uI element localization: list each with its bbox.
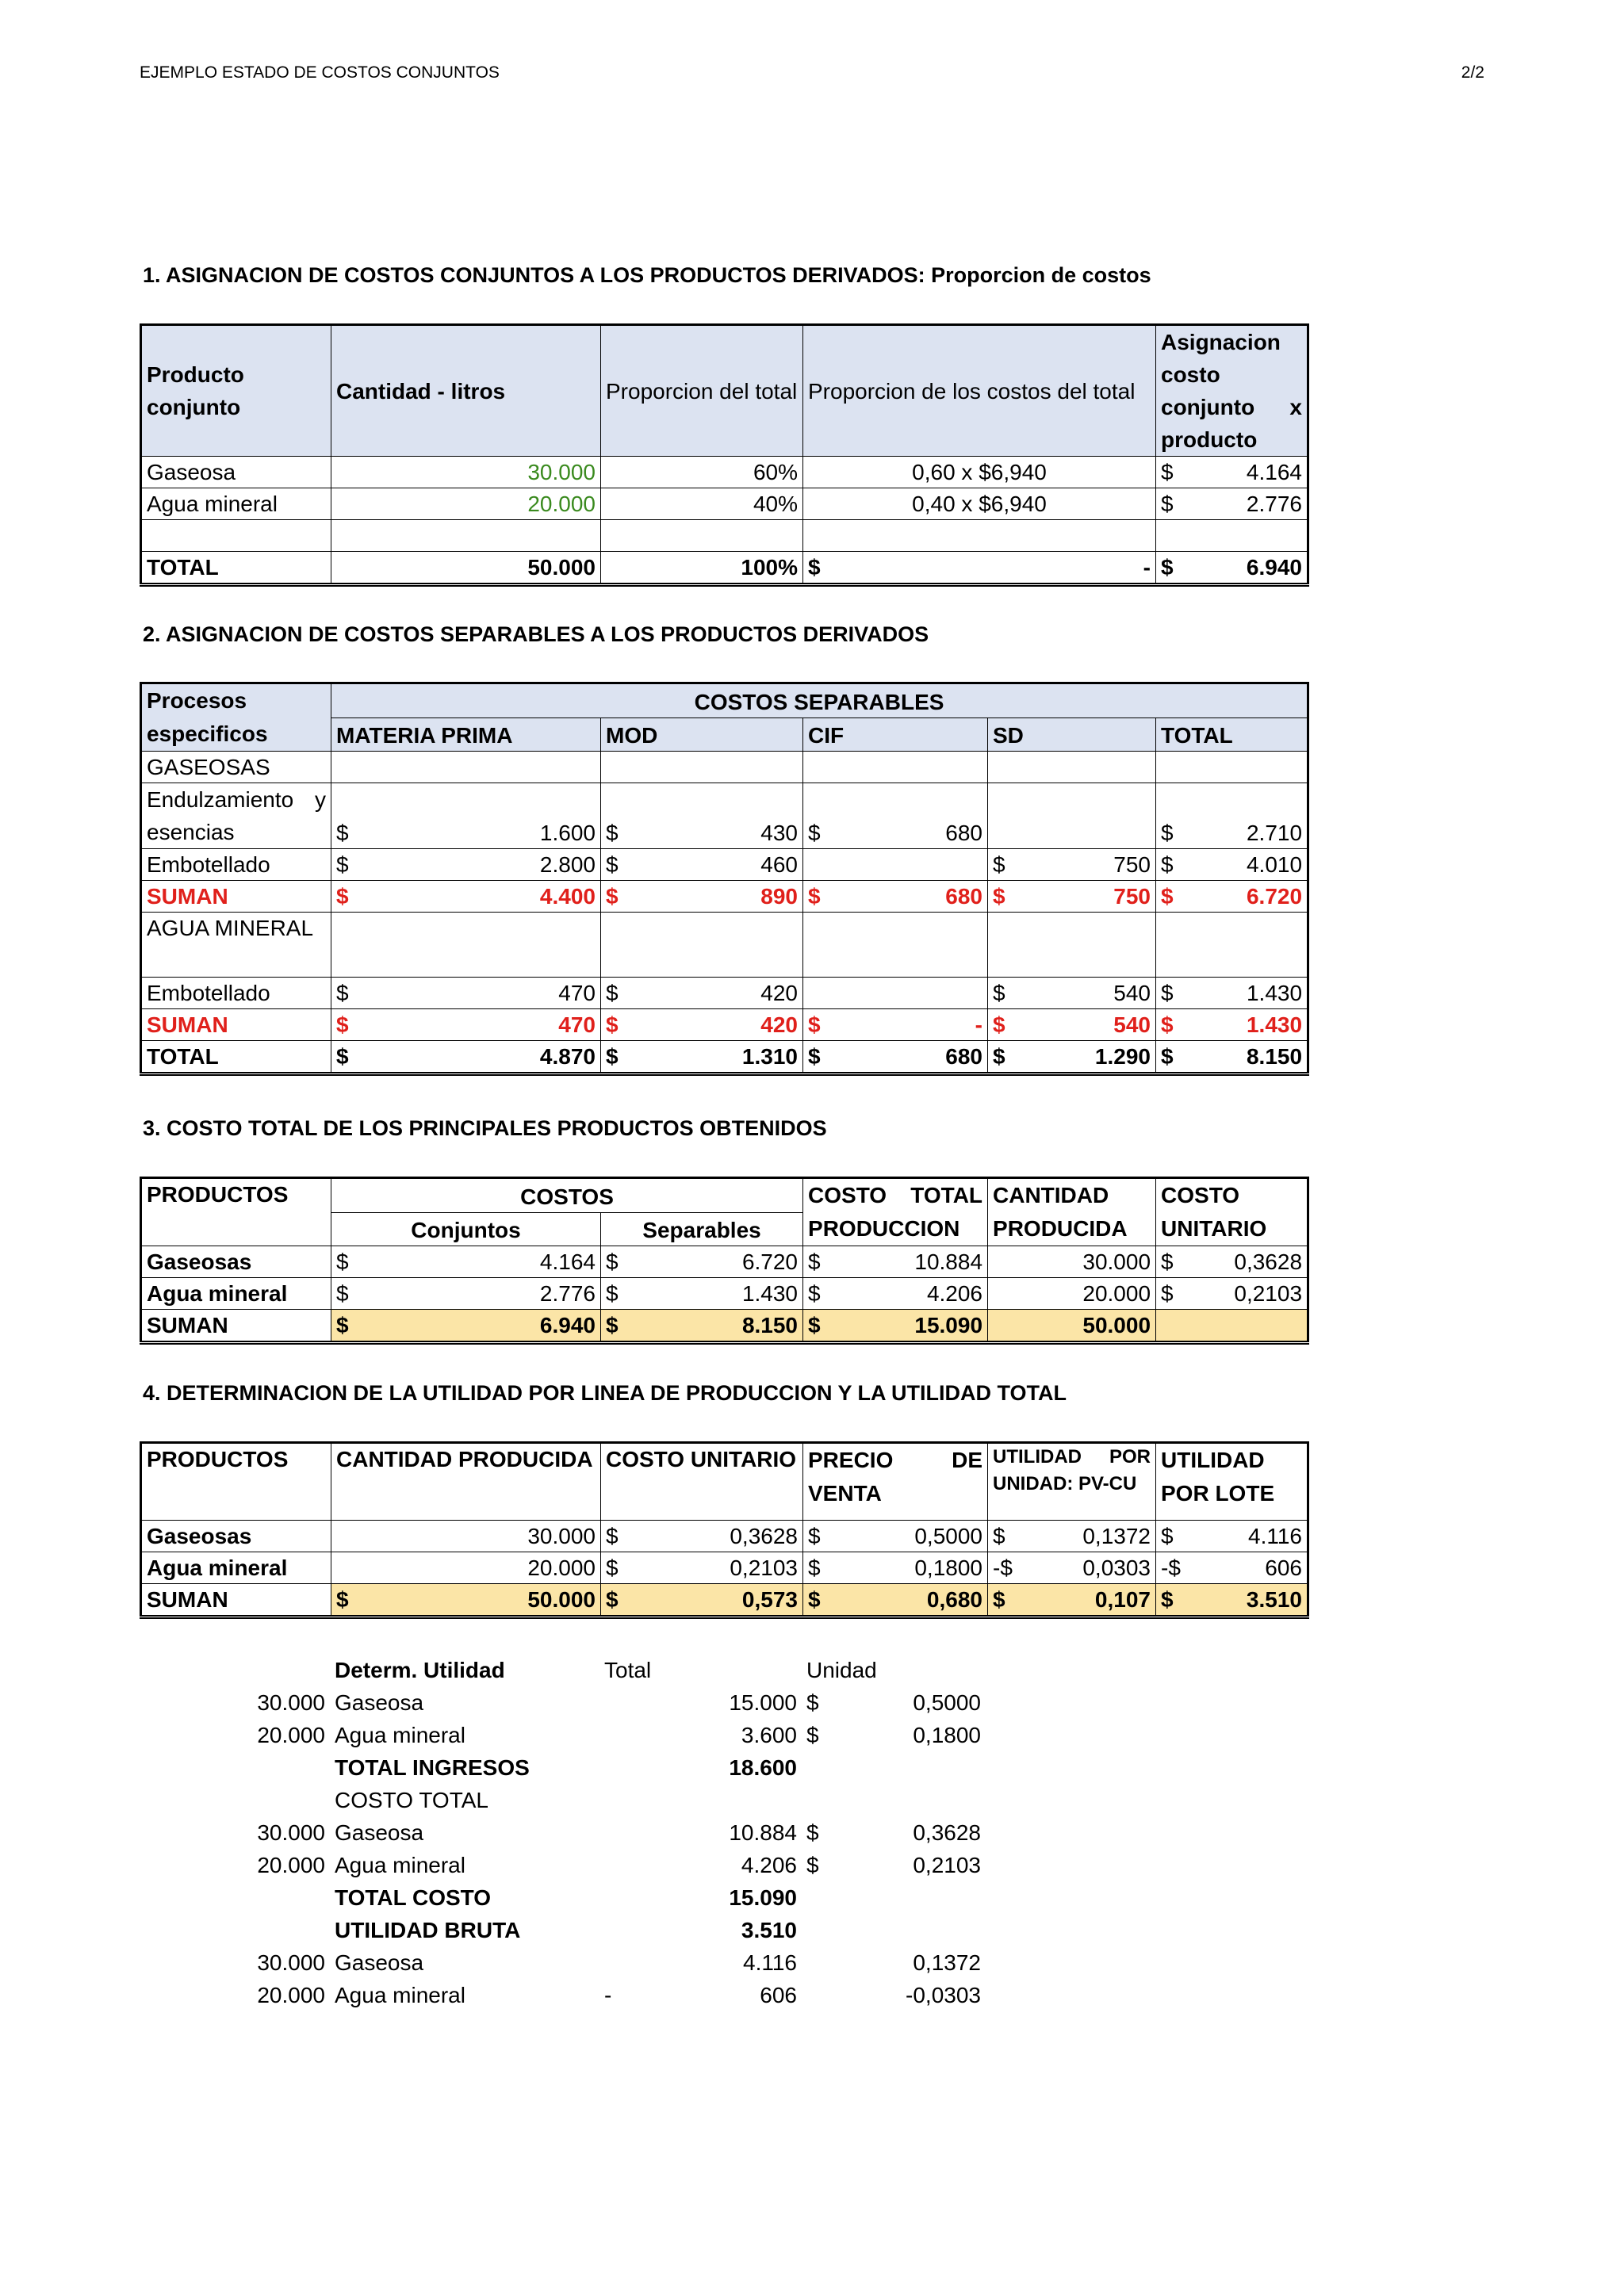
summary-qty: 20.000 (257, 1723, 325, 1747)
joint-cost-header-row (141, 325, 1308, 457)
cell-mod: $ 460 (601, 849, 803, 881)
cell-sep: $ 1.430 (601, 1278, 803, 1310)
cell-proceso: Embotellado (141, 978, 331, 1009)
cell-total: $ 1.430 (1156, 1009, 1308, 1041)
header-producto: Producto conjunto (141, 325, 331, 457)
summary-qty: 30.000 (257, 1950, 325, 1975)
table-row (141, 783, 1308, 849)
cell-mod: $ 890 (601, 881, 803, 913)
cell-mp: $ 4.400 (331, 881, 601, 913)
header-costos-separables: COSTOS SEPARABLES (331, 683, 1308, 718)
summary-unit: $ 0,3628 (806, 1820, 981, 1845)
summary-header-determ: Determ. Utilidad (335, 1658, 505, 1682)
cell-formula: 0,60 x $6,940 (803, 457, 1156, 488)
header-mod: MOD (601, 718, 803, 751)
summary-label: Gaseosa (335, 1950, 424, 1975)
header-productos: PRODUCTOS (141, 1443, 331, 1521)
cell-total: $ 4.010 (1156, 849, 1308, 881)
total-row (141, 1041, 1308, 1074)
cell-mod: $ 430 (601, 783, 803, 849)
table-row (141, 488, 1308, 520)
summary-unit: $ 0,5000 (806, 1690, 981, 1715)
profit-header-row (141, 1443, 1308, 1521)
header-cif: CIF (803, 718, 988, 751)
summary-total: 4.116 (743, 1950, 797, 1975)
cell-sd (988, 783, 1156, 849)
header-total: TOTAL (1156, 718, 1308, 751)
cell-cantidad: 30.000 (988, 1246, 1156, 1278)
group-label: GASEOSAS (141, 752, 331, 783)
separable-header-row-1 (141, 683, 1308, 718)
cell-producto: Gaseosas (141, 1246, 331, 1278)
cell-total: $ 2.710 (1156, 783, 1308, 849)
summary-total: 15.090 (729, 1885, 797, 1910)
cell-producto: Gaseosas (141, 1521, 331, 1552)
cell-proceso: Embotellado (141, 849, 331, 881)
cell-util-lote: $ 3.510 (1156, 1584, 1308, 1617)
summary-total: - 606 (604, 1983, 797, 2007)
cell-mp: $ 2.800 (331, 849, 601, 881)
cell-cantidad: 20.000 (331, 488, 601, 520)
header-sd: SD (988, 718, 1156, 751)
cell-producto: Gaseosa (141, 457, 331, 488)
section-1-title: 1. ASIGNACION DE COSTOS CONJUNTOS A LOS PRODUCTOS DERIVADOS: Proporcion de costos (143, 263, 1151, 287)
cell-util-unidad: $ 0,1372 (988, 1521, 1156, 1552)
cell-util-lote: $ 4.116 (1156, 1521, 1308, 1552)
cell-precio: $ 0,5000 (803, 1521, 988, 1552)
cell-cif: $ 680 (803, 783, 988, 849)
summary-label: Gaseosa (335, 1690, 424, 1715)
cell-cantidad: $ 50.000 (331, 1584, 601, 1617)
table-row (141, 457, 1308, 488)
cell-unitario: $ 0,2103 (1156, 1278, 1308, 1310)
cell-sep: $ 6.720 (601, 1246, 803, 1278)
cell-costo: $ 0,2103 (601, 1552, 803, 1584)
summary-total: 3.510 (741, 1918, 797, 1942)
summary-total-row (232, 1914, 986, 1946)
cell-sd: $ 540 (988, 1009, 1156, 1041)
cell-sd: $ 750 (988, 849, 1156, 881)
summary-qty: 20.000 (257, 1983, 325, 2007)
header-cantidad-producida: CANTIDAD PRODUCIDA (988, 1178, 1156, 1246)
cell-asignacion: $ 2.776 (1156, 488, 1308, 520)
subtotal-row (141, 1009, 1308, 1041)
header-utilidad-unidad: UTILIDAD POR UNIDAD: PV-CU (988, 1443, 1156, 1521)
cell-sd: $ 540 (988, 978, 1156, 1009)
table-row (141, 849, 1308, 881)
summary-total-row (232, 1751, 986, 1784)
cell-precio: $ 0,1800 (803, 1552, 988, 1584)
header-precio-venta: PRECIO DE VENTA (803, 1443, 988, 1521)
suman-row (141, 1310, 1308, 1343)
header-cantidad: Cantidad - litros (331, 325, 601, 457)
summary-label: COSTO TOTAL (335, 1788, 488, 1812)
cell-util-lote: -$ 606 (1156, 1552, 1308, 1584)
summary-total: 15.000 (729, 1690, 797, 1715)
summary-unit: $ 0,1800 (806, 1723, 981, 1747)
summary-label: UTILIDAD BRUTA (335, 1918, 521, 1942)
cell-cantidad: 20.000 (988, 1278, 1156, 1310)
cell-suman-label: SUMAN (141, 1009, 331, 1041)
header-conjuntos: Conjuntos (331, 1212, 601, 1246)
cell-suman-label: SUMAN (141, 881, 331, 913)
cell-producto: Agua mineral (141, 1278, 331, 1310)
cell-mod: $ 1.310 (601, 1041, 803, 1074)
cell-costo: $ 0,573 (601, 1584, 803, 1617)
section-4-title: 4. DETERMINACION DE LA UTILIDAD POR LINEA DE PRODUCCION Y LA UTILIDAD TOTAL (143, 1381, 1067, 1405)
summary-row (232, 1849, 986, 1881)
header-costo-unitario: COSTO UNITARIO (601, 1443, 803, 1521)
summary-row (232, 1719, 986, 1751)
summary-row (232, 1946, 986, 1979)
cell-asignacion: $ 4.164 (1156, 457, 1308, 488)
summary-label: Agua mineral (335, 1983, 465, 2007)
page-number: 2/2 (1461, 63, 1484, 82)
cell-total: $ 1.430 (1156, 978, 1308, 1009)
cell-total-label: TOTAL (141, 552, 331, 585)
cell-util-unidad: $ 0,107 (988, 1584, 1156, 1617)
cell-cantidad: 30.000 (331, 457, 601, 488)
cell-cantidad: 20.000 (331, 1552, 601, 1584)
cell-suman-label: SUMAN (141, 1584, 331, 1617)
summary-total-row (232, 1881, 986, 1914)
summary-unit: 0,1372 (913, 1950, 981, 1975)
cell-mp: $ 470 (331, 978, 601, 1009)
summary-qty: 30.000 (257, 1690, 325, 1715)
cell-total-asignacion: $ 6.940 (1156, 552, 1308, 585)
cell-cif: $ 680 (803, 881, 988, 913)
summary-label: Gaseosa (335, 1820, 424, 1845)
summary-qty: 20.000 (257, 1853, 325, 1877)
cell-cantidad: 50.000 (988, 1310, 1156, 1343)
header-costo-total: COSTO TOTAL PRODUCCION (803, 1178, 988, 1246)
cell-producto: Agua mineral (141, 1552, 331, 1584)
cell-total-cantidad: 50.000 (331, 552, 601, 585)
group-label: AGUA MINERAL (141, 913, 331, 978)
cell-unitario (1156, 1310, 1308, 1343)
cell-total-prop: 100% (601, 552, 803, 585)
summary-row (232, 1816, 986, 1849)
table-row (141, 1521, 1308, 1552)
cell-sd: $ 1.290 (988, 1041, 1156, 1074)
cell-unitario: $ 0,3628 (1156, 1246, 1308, 1278)
subtotal-row (141, 881, 1308, 913)
cell-mp: $ 1.600 (331, 783, 601, 849)
header-asignacion: Asignacion costo conjunto x producto (1156, 325, 1308, 457)
section-2-title: 2. ASIGNACION DE COSTOS SEPARABLES A LOS PRODUCTOS DERIVADOS (143, 622, 929, 646)
cell-costo: $ 0,3628 (601, 1521, 803, 1552)
cell-mod: $ 420 (601, 1009, 803, 1041)
summary-label: TOTAL COSTO (335, 1885, 492, 1910)
summary-total: 10.884 (729, 1820, 797, 1845)
group-row-agua (141, 913, 1308, 978)
cell-mp: $ 4.870 (331, 1041, 601, 1074)
separable-cost-table (140, 682, 1309, 1076)
cell-cif: $ - (803, 1009, 988, 1041)
header-prop-costos: Proporcion de los costos del total (803, 325, 1156, 457)
cell-total-formula: $ - (803, 552, 1156, 585)
cell-conj: $ 2.776 (331, 1278, 601, 1310)
cell-suman-label: SUMAN (141, 1310, 331, 1343)
header-costos: COSTOS (331, 1178, 803, 1213)
summary-header-row (232, 1654, 986, 1686)
summary-row (232, 1979, 986, 2011)
summary-label: Agua mineral (335, 1853, 465, 1877)
summary-row (232, 1686, 986, 1719)
total-row (141, 552, 1308, 585)
document-header-title: EJEMPLO ESTADO DE COSTOS CONJUNTOS (140, 63, 500, 82)
cell-util-unidad: -$ 0,0303 (988, 1552, 1156, 1584)
table-row (141, 1552, 1308, 1584)
cell-cif (803, 978, 988, 1009)
table-row (141, 1246, 1308, 1278)
profit-table (140, 1441, 1309, 1619)
total-cost-header-row-1 (141, 1178, 1308, 1213)
section-3-title: 3. COSTO TOTAL DE LOS PRINCIPALES PRODUCTOS OBTENIDOS (143, 1116, 827, 1140)
summary-label: TOTAL INGRESOS (335, 1755, 530, 1780)
summary-row (232, 1784, 986, 1816)
cell-sep: $ 8.150 (601, 1310, 803, 1343)
cell-total: $ 6.720 (1156, 881, 1308, 913)
summary-total: 18.600 (729, 1755, 797, 1780)
cell-total: $ 4.206 (803, 1278, 988, 1310)
cell-total-label: TOTAL (141, 1041, 331, 1074)
cell-total: $ 15.090 (803, 1310, 988, 1343)
profit-summary (232, 1654, 986, 2011)
summary-unit: -0,0303 (906, 1983, 981, 2007)
cell-formula: 0,40 x $6,940 (803, 488, 1156, 520)
cell-conj: $ 6.940 (331, 1310, 601, 1343)
cell-total: $ 10.884 (803, 1246, 988, 1278)
summary-label: Agua mineral (335, 1723, 465, 1747)
header-productos: PRODUCTOS (141, 1178, 331, 1246)
header-cantidad-producida: CANTIDAD PRODUCIDA (331, 1443, 601, 1521)
group-row-gaseosas (141, 752, 1308, 783)
empty-row (141, 520, 1308, 552)
summary-unit: $ 0,2103 (806, 1853, 981, 1877)
table-row (141, 1278, 1308, 1310)
cell-precio: $ 0,680 (803, 1584, 988, 1617)
summary-total: 3.600 (741, 1723, 797, 1747)
table-row (141, 978, 1308, 1009)
header-procesos: Procesos especificos (141, 683, 331, 752)
total-cost-table (140, 1177, 1309, 1345)
cell-conj: $ 4.164 (331, 1246, 601, 1278)
header-utilidad-lote: UTILIDAD POR LOTE (1156, 1443, 1308, 1521)
cell-proceso: Endulzamiento y esencias (141, 783, 331, 849)
summary-header-unidad: Unidad (806, 1658, 877, 1682)
header-materia-prima: MATERIA PRIMA (331, 718, 601, 751)
cell-producto: Agua mineral (141, 488, 331, 520)
summary-qty: 30.000 (257, 1820, 325, 1845)
cell-sd: $ 750 (988, 881, 1156, 913)
cell-mp: $ 470 (331, 1009, 601, 1041)
header-separables: Separables (601, 1212, 803, 1246)
cell-prop: 60% (601, 457, 803, 488)
cell-mod: $ 420 (601, 978, 803, 1009)
cell-cantidad: 30.000 (331, 1521, 601, 1552)
cell-total: $ 8.150 (1156, 1041, 1308, 1074)
summary-header-total: Total (604, 1658, 652, 1682)
cell-prop: 40% (601, 488, 803, 520)
header-prop-total: Proporcion del total (601, 325, 803, 457)
cell-cif (803, 849, 988, 881)
joint-cost-table (140, 323, 1309, 587)
suman-row (141, 1584, 1308, 1617)
header-costo-unitario: COSTO UNITARIO (1156, 1178, 1308, 1246)
summary-total: 4.206 (741, 1853, 797, 1877)
cell-cif: $ 680 (803, 1041, 988, 1074)
